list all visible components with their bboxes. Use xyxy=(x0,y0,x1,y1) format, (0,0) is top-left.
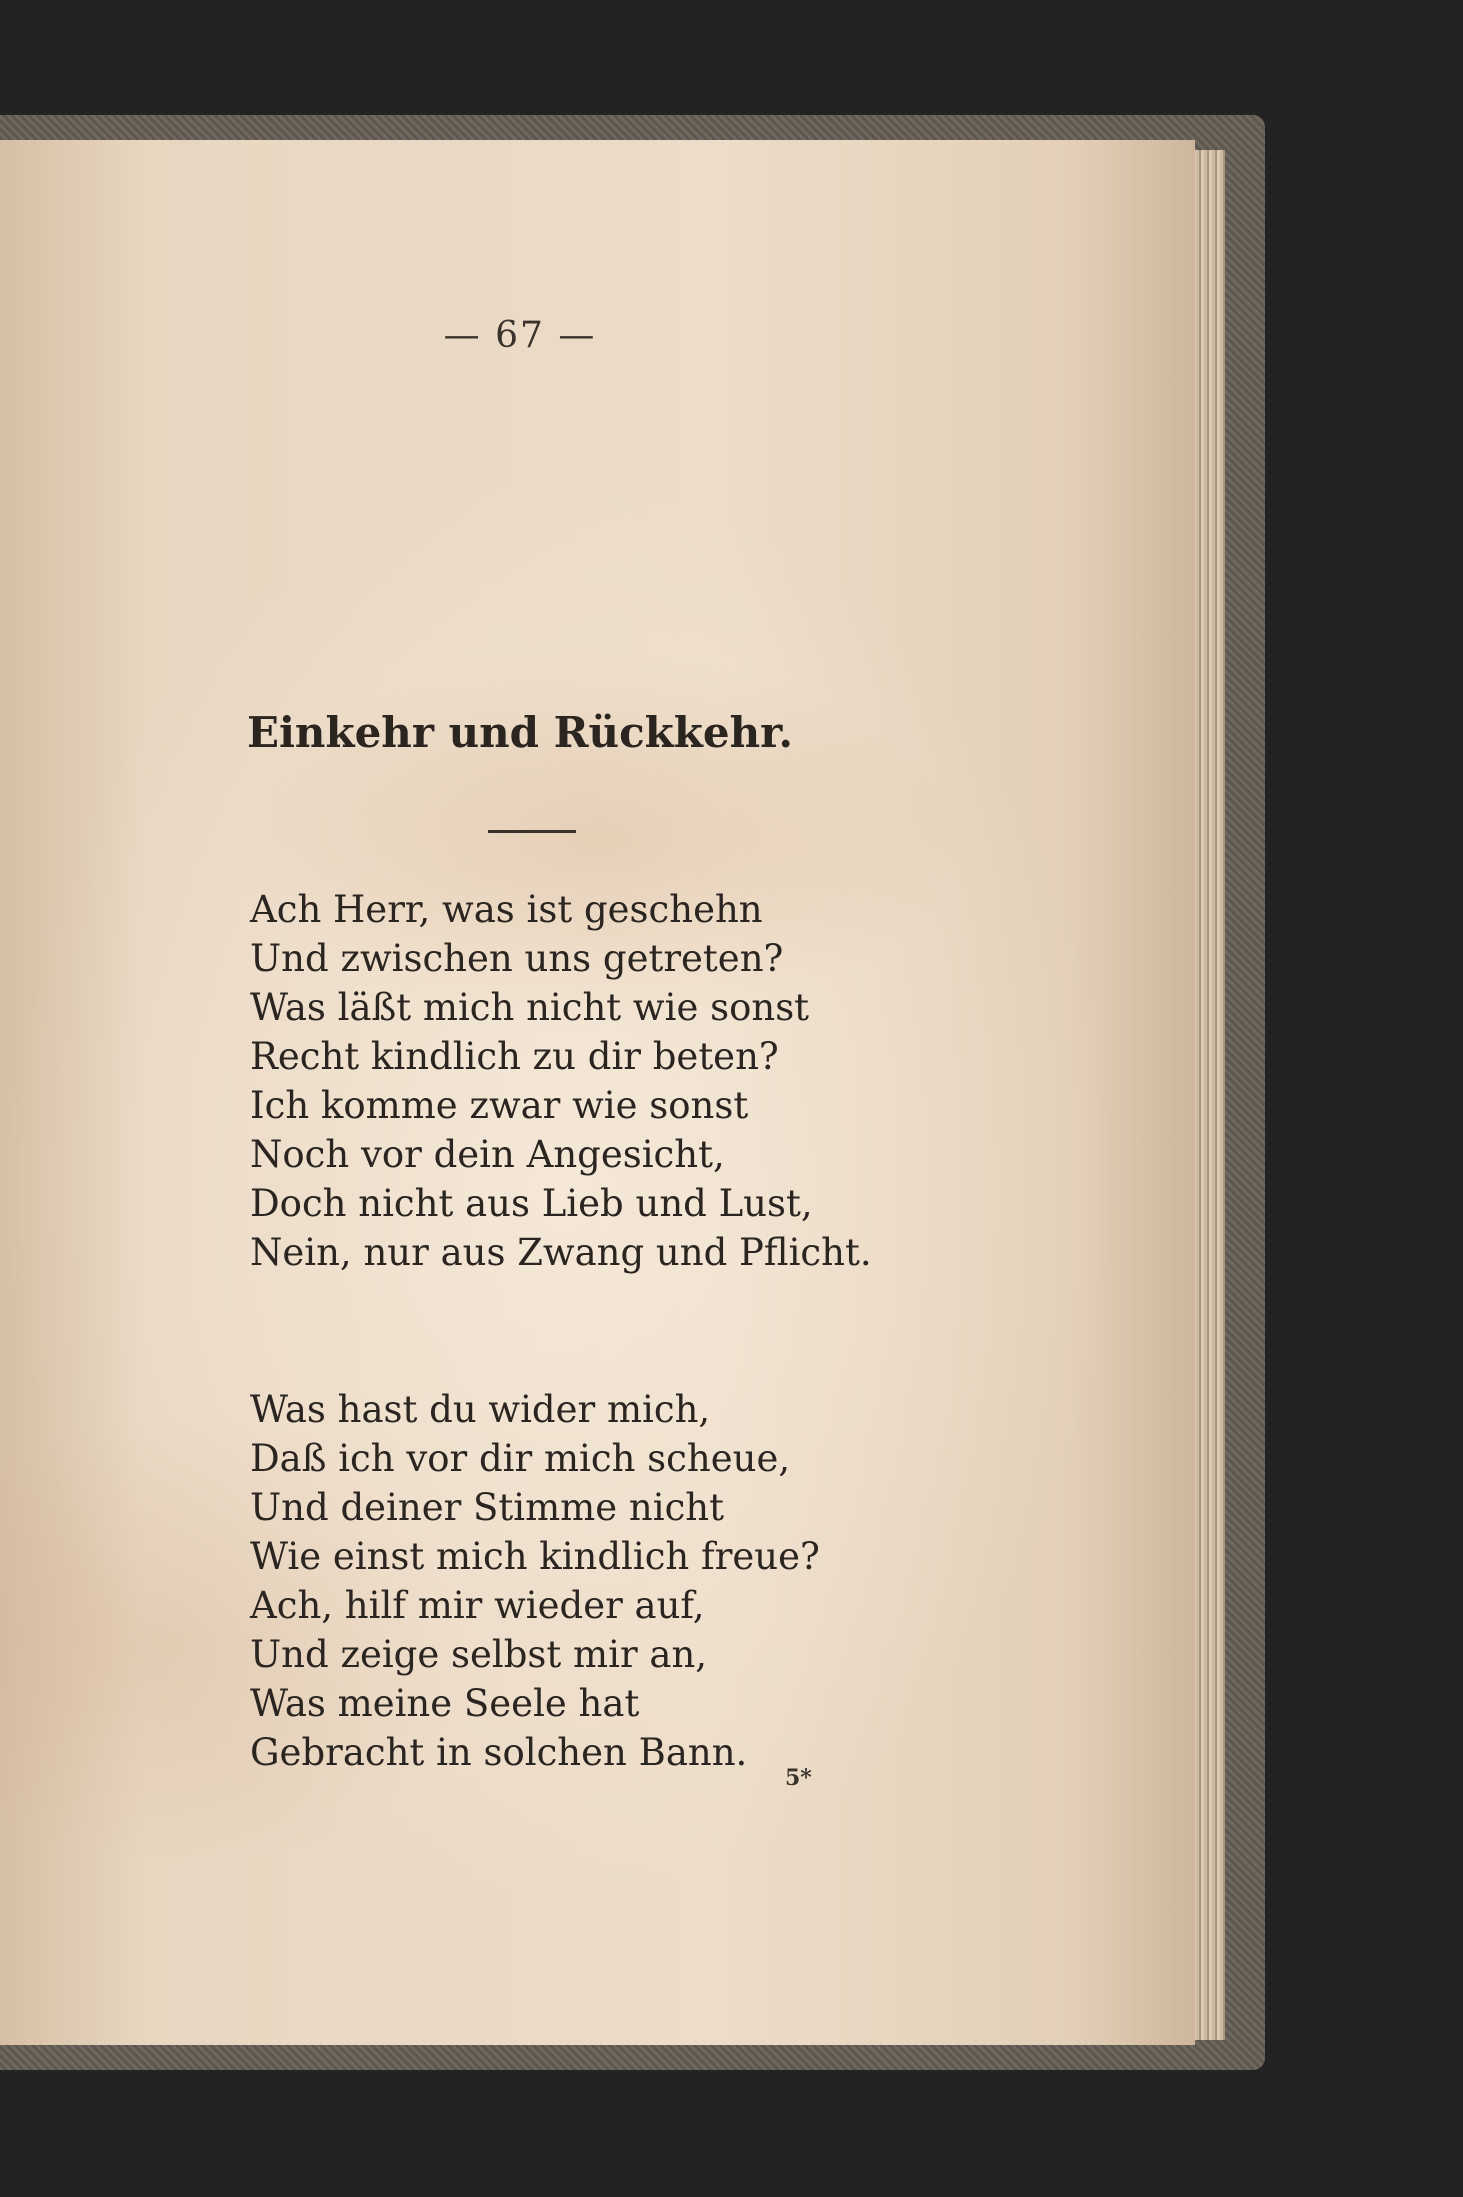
verse-line: Und zeige selbst mir an, xyxy=(250,1633,708,1676)
stanza-2 xyxy=(250,1385,820,1777)
verse-line: Und deiner Stimme nicht xyxy=(250,1486,725,1529)
verse-line: Ich komme zwar wie sonst xyxy=(250,1084,749,1127)
verse-line: Was meine Seele hat xyxy=(250,1682,640,1725)
verse-line: Noch vor dein Angesicht, xyxy=(250,1133,725,1176)
verse-line: Und zwischen uns getreten? xyxy=(250,937,784,980)
title-rule xyxy=(488,830,576,833)
verse-line: Doch nicht aus Lieb und Lust, xyxy=(250,1182,813,1225)
verse-line: Ach, hilf mir wieder auf, xyxy=(250,1584,705,1627)
verse-line: Daß ich vor dir mich scheue, xyxy=(250,1437,791,1480)
verse-line: Gebracht in solchen Bann. xyxy=(250,1731,748,1774)
poem-title: Einkehr und Rückkehr. xyxy=(246,708,794,757)
book-page xyxy=(0,140,1195,2045)
verse-line: Recht kindlich zu dir beten? xyxy=(250,1035,779,1078)
page-number: — 67 — xyxy=(443,315,597,356)
verse-line: Ach Herr, was ist geschehn xyxy=(250,888,763,931)
verse-line: Was läßt mich nicht wie sonst xyxy=(250,986,810,1029)
stanza-1 xyxy=(250,885,872,1277)
printer-signature: 5* xyxy=(785,1765,812,1791)
verse-line: Wie einst mich kindlich freue? xyxy=(250,1535,820,1578)
verse-line: Nein, nur aus Zwang und Pflicht. xyxy=(250,1231,872,1274)
verse-line: Was hast du wider mich, xyxy=(250,1388,711,1431)
